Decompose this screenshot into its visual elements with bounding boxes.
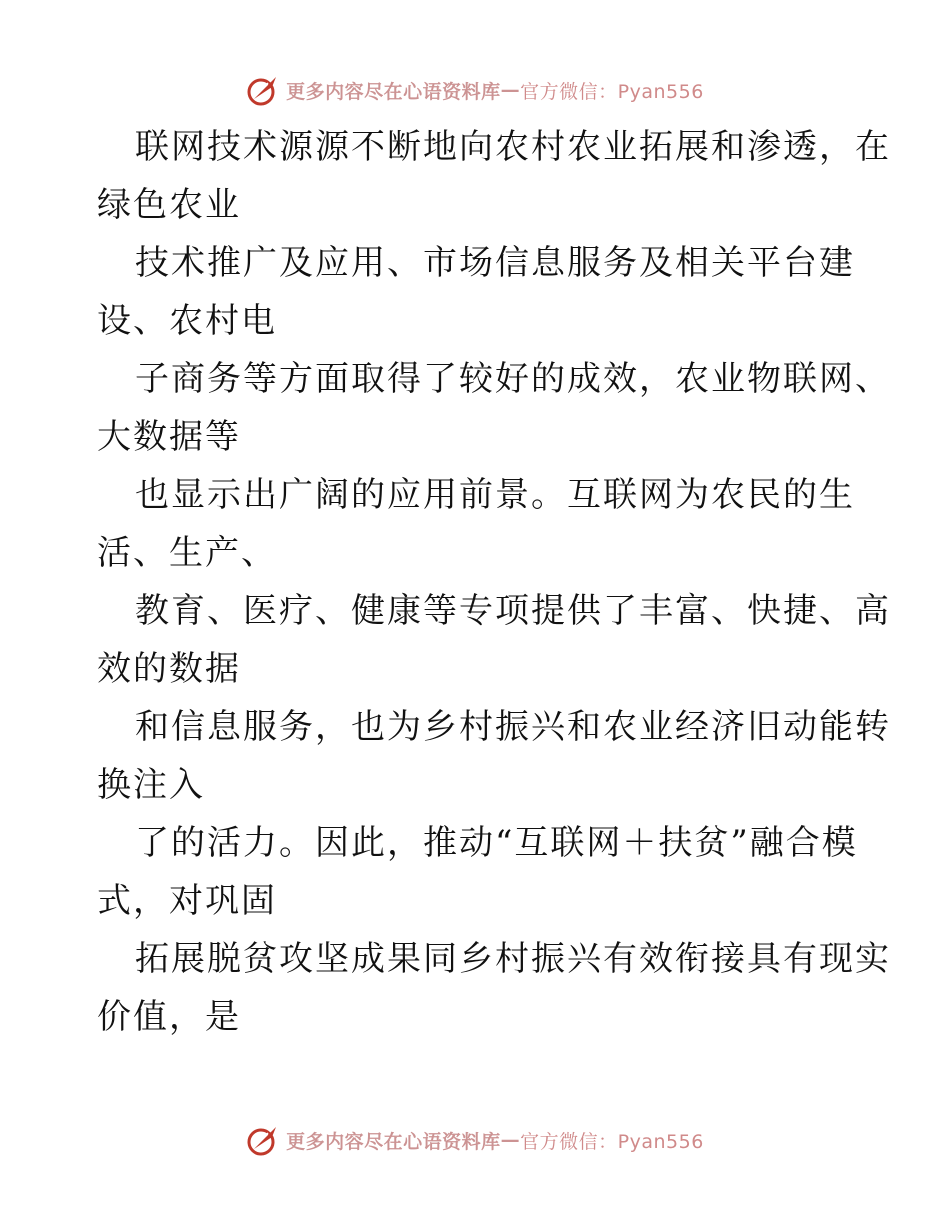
footer-banner-dash: — xyxy=(500,1129,521,1151)
text-line: 子商务等方面取得了较好的成效，农业物联网、 xyxy=(135,359,891,399)
text-line: 了的活力。因此，推动“互联网＋扶贫”融合模 xyxy=(135,823,858,863)
text-line: 设、农村电 xyxy=(97,301,277,341)
text-line: 活、生产、 xyxy=(97,533,277,573)
text-line: 效的数据 xyxy=(97,649,241,689)
footer-banner xyxy=(0,1120,950,1160)
text-line: 绿色农业 xyxy=(97,185,241,225)
quill-pen-logo-icon xyxy=(246,1123,280,1157)
text-line: 和信息服务，也为乡村振兴和农业经济旧动能转 xyxy=(135,707,891,747)
header-banner-title: 更多内容尽在心语资料库 xyxy=(286,80,501,103)
text-line: 教育、医疗、健康等专项提供了丰富、快捷、高 xyxy=(135,591,891,631)
text-line: 价值，是 xyxy=(97,997,241,1037)
text-line: 联网技术源源不断地向农村农业拓展和渗透，在 xyxy=(135,127,891,167)
header-banner-dash: — xyxy=(500,79,521,101)
footer-banner-title: 更多内容尽在心语资料库 xyxy=(286,1130,501,1153)
text-line: 式，对巩固 xyxy=(97,881,277,921)
text-line: 拓展脱贫攻坚成果同乡村振兴有效衔接具有现实 xyxy=(135,939,891,979)
text-line: 换注入 xyxy=(97,765,205,805)
document-body xyxy=(97,118,891,1046)
header-banner xyxy=(0,70,950,110)
text-line: 也显示出广阔的应用前景。互联网为农民的生 xyxy=(135,475,855,515)
text-line: 技术推广及应用、市场信息服务及相关平台建 xyxy=(135,243,855,283)
text-line: 大数据等 xyxy=(97,417,241,457)
footer-banner-wechat: 官方微信：Pyan556 xyxy=(520,1130,704,1153)
header-banner-wechat: 官方微信：Pyan556 xyxy=(520,80,704,103)
quill-pen-logo-icon xyxy=(246,73,280,107)
